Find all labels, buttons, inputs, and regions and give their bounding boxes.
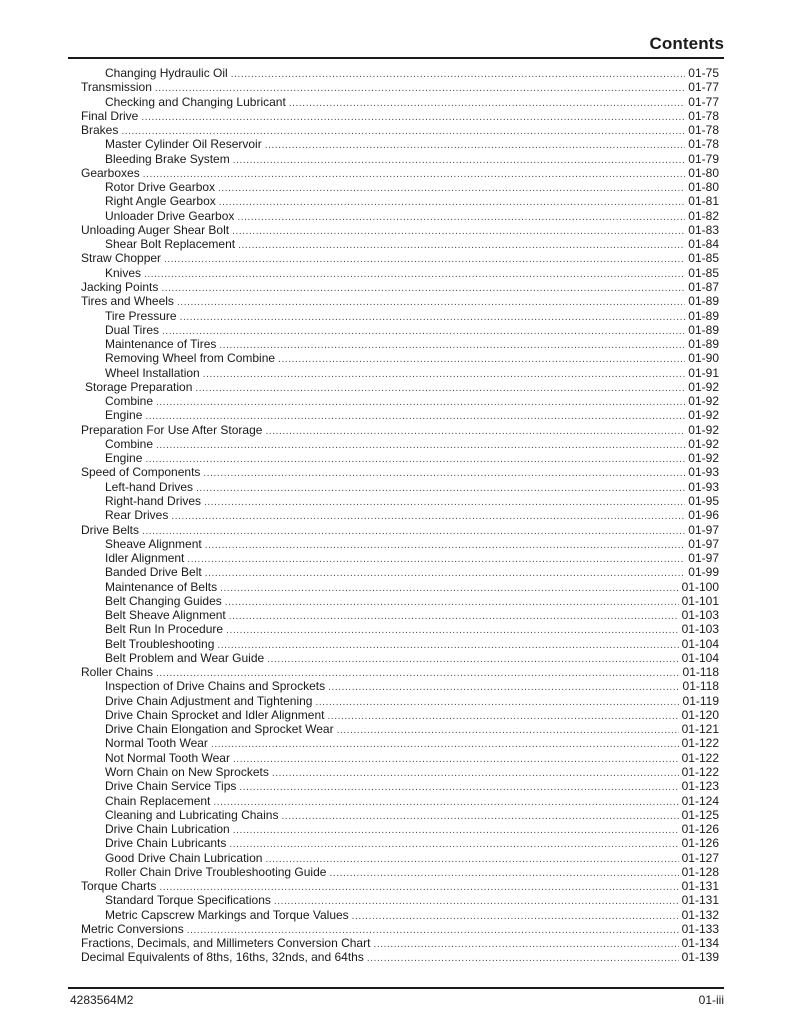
toc-entry-page: 01-84 [688, 237, 719, 252]
toc-dot-leader [156, 396, 685, 410]
toc-entry-title: Tires and Wheels [81, 294, 174, 309]
toc-entry-page: 01-128 [681, 864, 719, 879]
toc-entry-title: Drive Chain Service Tips [105, 779, 237, 794]
toc-dot-leader [220, 582, 679, 596]
toc-entry-title: Left-hand Drives [105, 479, 194, 494]
toc-entry-page: 01-89 [688, 294, 719, 309]
toc-entry-page: 01-96 [688, 508, 719, 523]
toc-entry[interactable] [81, 223, 719, 237]
toc-entry-page: 01-75 [688, 66, 719, 80]
toc-entry-title: Right-hand Drives [105, 493, 202, 508]
toc-entry[interactable] [81, 608, 719, 622]
toc-entry-title: Decimal Equivalents of 8ths, 16ths, 32nds, and 64ths [81, 950, 364, 965]
toc-entry[interactable] [81, 751, 719, 765]
toc-entry-page: 01-127 [681, 850, 719, 865]
toc-entry-page: 01-124 [681, 793, 719, 808]
toc-entry[interactable] [81, 351, 719, 365]
toc-entry-title: Roller Chains [81, 665, 154, 680]
toc-entry[interactable] [81, 637, 719, 651]
toc-entry-title: Brakes [81, 123, 119, 138]
toc-entry-page: 01-80 [688, 180, 719, 195]
toc-entry-title: Drive Chain Elongation and Sprocket Wear [105, 722, 334, 737]
toc-entry-title: Preparation For Use After Storage [81, 422, 263, 437]
toc-dot-leader [373, 938, 678, 952]
toc-dot-leader [225, 596, 679, 610]
toc-dot-leader [141, 111, 685, 125]
toc-dot-leader [217, 639, 678, 653]
toc-entry[interactable] [81, 537, 719, 551]
toc-entry-page: 01-79 [688, 151, 719, 166]
toc-entry-page: 01-89 [688, 337, 719, 352]
toc-dot-leader [237, 211, 685, 225]
toc-entry-page: 01-92 [688, 394, 719, 409]
toc-dot-leader [337, 724, 679, 738]
toc-entry[interactable] [81, 622, 719, 636]
toc-dot-leader [204, 496, 685, 510]
toc-entry-title: Not Normal Tooth Wear [105, 750, 230, 765]
toc-entry[interactable] [81, 380, 719, 394]
toc-entry-page: 01-87 [688, 279, 719, 294]
toc-entry[interactable] [81, 851, 719, 865]
toc-dot-leader [219, 196, 686, 210]
toc-dot-leader [164, 253, 685, 267]
toc-entry[interactable] [81, 694, 719, 708]
toc-entry-title: Belt Troubleshooting [105, 636, 215, 651]
toc-entry[interactable] [81, 936, 719, 950]
toc-dot-leader [205, 567, 686, 581]
toc-entry-page: 01-132 [681, 907, 719, 922]
toc-entry-title: Rotor Drive Gearbox [105, 180, 216, 195]
toc-dot-leader [328, 681, 679, 695]
toc-entry-page: 01-93 [688, 465, 719, 480]
toc-entry-title: Drive Belts [81, 522, 140, 537]
toc-entry-title: Cleaning and Lubricating Chains [105, 807, 279, 822]
document-number: 4283564M2 [70, 993, 134, 1007]
toc-entry-title: Straw Chopper [81, 251, 162, 266]
toc-entry[interactable] [81, 280, 719, 294]
toc-entry-page: 01-119 [682, 693, 719, 708]
toc-entry-page: 01-97 [688, 551, 719, 566]
toc-entry-title: Belt Changing Guides [105, 593, 222, 608]
toc-dot-leader [329, 867, 678, 881]
toc-dot-leader [265, 425, 685, 439]
toc-entry-title: Drive Chain Lubrication [105, 822, 230, 837]
toc-entry[interactable] [81, 123, 719, 137]
toc-entry[interactable] [81, 166, 719, 180]
toc-entry[interactable] [81, 366, 719, 380]
toc-entry-page: 01-82 [688, 208, 719, 223]
toc-entry-page: 01-139 [681, 950, 719, 965]
toc-entry-title: Banded Drive Belt [105, 565, 202, 580]
toc-entry-title: Bleeding Brake System [105, 151, 230, 166]
toc-entry-title: Right Angle Gearbox [105, 194, 216, 209]
toc-entry[interactable] [81, 808, 719, 822]
toc-entry[interactable] [81, 794, 719, 808]
toc-entry[interactable] [81, 465, 719, 479]
toc-dot-leader [145, 453, 685, 467]
toc-dot-leader [232, 225, 685, 239]
toc-dot-leader [315, 696, 679, 710]
toc-entry[interactable] [81, 523, 719, 537]
toc-entry-title: Maintenance of Belts [105, 579, 218, 594]
toc-entry[interactable] [81, 209, 719, 223]
page-title: Contents [649, 34, 724, 53]
toc-dot-leader [229, 838, 678, 852]
toc-dot-leader [205, 539, 686, 553]
toc-dot-leader [265, 139, 686, 153]
toc-entry[interactable] [81, 551, 719, 565]
toc-entry-page: 01-99 [688, 565, 719, 580]
toc-entry[interactable] [81, 423, 719, 437]
toc-entry-page: 01-133 [681, 921, 719, 936]
toc-entry-title: Removing Wheel from Combine [105, 351, 276, 366]
toc-entry-page: 01-104 [681, 636, 719, 651]
toc-entry-title: Fractions, Decimals, and Millimeters Conversion Chart [81, 936, 371, 951]
toc-entry[interactable] [81, 451, 719, 465]
toc-dot-leader [196, 482, 685, 496]
toc-entry[interactable] [81, 408, 719, 422]
toc-entry-page: 01-131 [681, 879, 719, 894]
toc-dot-leader [229, 610, 679, 624]
toc-entry-title: Knives [105, 265, 142, 280]
toc-entry-title: Chain Replacement [105, 793, 211, 808]
toc-entry[interactable] [81, 779, 719, 793]
toc-entry[interactable] [81, 66, 719, 80]
toc-entry-page: 01-77 [688, 80, 719, 95]
toc-entry[interactable] [81, 708, 719, 722]
toc-entry-title: Speed of Components [81, 465, 201, 480]
toc-entry-page: 01-81 [688, 194, 719, 209]
toc-entry[interactable] [81, 822, 719, 836]
toc-entry[interactable] [81, 494, 719, 508]
toc-entry-title: Checking and Changing Lubricant [105, 94, 286, 109]
toc-entry[interactable] [81, 109, 719, 123]
toc-entry[interactable] [81, 736, 719, 750]
toc-entry-page: 01-85 [688, 251, 719, 266]
toc-entry-page: 01-126 [681, 836, 719, 851]
toc-dot-leader [213, 796, 678, 810]
toc-entry[interactable] [81, 950, 719, 964]
toc-dot-leader [211, 738, 679, 752]
toc-entry-title: Worn Chain on New Sprockets [105, 765, 269, 780]
toc-entry-page: 01-121 [681, 722, 719, 737]
toc-entry-title: Inspection of Drive Chains and Sprockets [105, 679, 326, 694]
toc-entry-page: 01-104 [681, 650, 719, 665]
toc-entry-page: 01-101 [681, 593, 719, 608]
toc-entry-page: 01-77 [688, 94, 719, 109]
toc-entry-page: 01-97 [688, 536, 719, 551]
toc-entry-title: Sheave Alignment [105, 536, 202, 551]
toc-entry-page: 01-125 [681, 807, 719, 822]
toc-dot-leader [281, 810, 678, 824]
toc-entry-title: Standard Torque Specifications [105, 893, 271, 908]
toc-entry-page: 01-93 [688, 479, 719, 494]
toc-dot-leader [144, 268, 685, 282]
toc-dot-leader [177, 296, 685, 310]
toc-entry-title: Metric Conversions [81, 921, 184, 936]
toc-entry-page: 01-80 [688, 165, 719, 180]
toc-entry-title: Changing Hydraulic Oil [105, 66, 228, 80]
footer-rule [68, 987, 724, 989]
toc-entry-title: Belt Sheave Alignment [105, 608, 226, 623]
toc-entry[interactable] [81, 251, 719, 265]
toc-entry-title: Roller Chain Drive Troubleshooting Guide [105, 864, 327, 879]
toc-dot-leader [278, 353, 685, 367]
toc-dot-leader [267, 653, 678, 667]
toc-dot-leader [218, 182, 685, 196]
toc-entry[interactable] [81, 180, 719, 194]
toc-entry[interactable] [81, 580, 719, 594]
toc-dot-leader [233, 154, 686, 168]
toc-entry[interactable] [81, 480, 719, 494]
toc-entry-page: 01-134 [681, 936, 719, 951]
toc-entry[interactable] [81, 437, 719, 451]
toc-entry-title: Wheel Installation [105, 365, 200, 380]
toc-entry-page: 01-92 [688, 408, 719, 423]
toc-entry[interactable] [81, 80, 719, 94]
toc-dot-leader [239, 781, 678, 795]
toc-entry[interactable] [81, 323, 719, 337]
toc-entry[interactable] [81, 922, 719, 936]
toc-dot-leader [352, 910, 679, 924]
toc-entry[interactable] [81, 594, 719, 608]
toc-entry-page: 01-91 [688, 365, 719, 380]
toc-entry[interactable] [81, 309, 719, 323]
toc-dot-leader [272, 767, 679, 781]
toc-entry-page: 01-123 [681, 779, 719, 794]
toc-entry-page: 01-92 [688, 451, 719, 466]
header-rule [68, 57, 724, 59]
toc-entry-page: 01-89 [688, 322, 719, 337]
toc-entry-title: Metric Capscrew Markings and Torque Values [105, 907, 349, 922]
toc-entry[interactable] [81, 194, 719, 208]
toc-entry-page: 01-92 [688, 379, 719, 394]
toc-dot-leader [238, 239, 685, 253]
toc-entry-title: Unloading Auger Shear Bolt [81, 222, 230, 237]
toc-dot-leader [203, 368, 686, 382]
toc-entry[interactable] [81, 565, 719, 579]
toc-entry-page: 01-92 [688, 422, 719, 437]
toc-entry[interactable] [81, 266, 719, 280]
toc-entry-page: 01-83 [688, 222, 719, 237]
toc-entry-page: 01-95 [688, 493, 719, 508]
toc-entry-title: Engine [105, 451, 143, 466]
toc-dot-leader [327, 710, 678, 724]
toc-dot-leader [187, 553, 685, 567]
toc-dot-leader [226, 624, 679, 638]
toc-dot-leader [171, 510, 685, 524]
toc-entry-page: 01-100 [681, 579, 719, 594]
toc-entry-title: Shear Bolt Replacement [105, 237, 236, 252]
toc-dot-leader [289, 97, 686, 111]
toc-entry-title: Transmission [81, 80, 152, 95]
toc-entry-page: 01-78 [688, 123, 719, 138]
toc-entry[interactable] [81, 679, 719, 693]
toc-entry-page: 01-103 [681, 622, 719, 637]
toc-entry-title: Rear Drives [105, 508, 169, 523]
toc-entry[interactable] [81, 237, 719, 251]
toc-dot-leader [367, 952, 679, 966]
toc-entry[interactable] [81, 152, 719, 166]
toc-entry-page: 01-103 [681, 608, 719, 623]
toc-entry-title: Drive Chain Sprocket and Idler Alignment [105, 707, 325, 722]
toc-entry[interactable] [81, 337, 719, 351]
toc-entry-title: Good Drive Chain Lubrication [105, 850, 263, 865]
toc-entry-page: 01-90 [688, 351, 719, 366]
toc-entry[interactable] [81, 893, 719, 907]
toc-dot-leader [195, 382, 685, 396]
toc-entry-page: 01-118 [682, 665, 719, 680]
toc-entry-title: Master Cylinder Oil Reservoir [105, 137, 262, 152]
toc-entry-title: Storage Preparation [85, 379, 193, 394]
toc-entry[interactable] [81, 765, 719, 779]
toc-entry[interactable] [81, 394, 719, 408]
toc-entry[interactable] [81, 836, 719, 850]
toc-entry-title: Drive Chain Lubricants [105, 836, 227, 851]
toc-entry-title: Idler Alignment [105, 551, 185, 566]
toc-entry-page: 01-78 [688, 137, 719, 152]
toc-entry-page: 01-118 [682, 679, 719, 694]
toc-entry[interactable] [81, 908, 719, 922]
toc-entry-title: Engine [105, 408, 143, 423]
toc-entry-title: Belt Run In Procedure [105, 622, 224, 637]
toc-entry-title: Torque Charts [81, 879, 157, 894]
toc-dot-leader [161, 282, 685, 296]
toc-entry[interactable] [81, 137, 719, 151]
toc-entry-page: 01-85 [688, 265, 719, 280]
toc-entry-page: 01-122 [681, 765, 719, 780]
page-number: 01-iii [698, 993, 724, 1007]
toc-entry-title: Combine [105, 394, 154, 409]
toc-entry[interactable] [81, 879, 719, 893]
toc-entry-page: 01-78 [688, 108, 719, 123]
toc-entry-page: 01-92 [688, 436, 719, 451]
toc-dot-leader [180, 311, 686, 325]
toc-dot-leader [231, 68, 686, 82]
toc-entry[interactable] [81, 865, 719, 879]
toc-dot-leader [203, 467, 685, 481]
toc-entry[interactable] [81, 508, 719, 522]
toc-entry-page: 01-131 [681, 893, 719, 908]
toc-dot-leader [142, 525, 685, 539]
toc-dot-leader [233, 753, 679, 767]
toc-dot-leader [162, 325, 685, 339]
toc-entry[interactable] [81, 294, 719, 308]
toc-entry-title: Final Drive [81, 108, 139, 123]
table-of-contents [81, 66, 719, 965]
toc-entry-title: Belt Problem and Wear Guide [105, 650, 265, 665]
toc-entry-title: Maintenance of Tires [105, 337, 217, 352]
toc-entry[interactable] [81, 651, 719, 665]
toc-entry-title: Gearboxes [81, 165, 140, 180]
toc-entry-page: 01-126 [681, 822, 719, 837]
toc-entry-title: Unloader Drive Gearbox [105, 208, 235, 223]
toc-entry-page: 01-97 [688, 522, 719, 537]
toc-dot-leader [233, 824, 679, 838]
toc-entry-page: 01-122 [681, 750, 719, 765]
toc-entry-page: 01-120 [681, 707, 719, 722]
toc-dot-leader [156, 439, 685, 453]
toc-dot-leader [219, 339, 685, 353]
toc-entry-title: Dual Tires [105, 322, 160, 337]
toc-entry-title: Jacking Points [81, 279, 159, 294]
toc-entry[interactable] [81, 665, 719, 679]
toc-entry-title: Combine [105, 436, 154, 451]
toc-entry-title: Drive Chain Adjustment and Tightening [105, 693, 313, 708]
toc-entry-page: 01-89 [688, 308, 719, 323]
toc-entry-title: Normal Tooth Wear [105, 736, 208, 751]
toc-dot-leader [143, 168, 686, 182]
toc-entry[interactable] [81, 722, 719, 736]
toc-entry[interactable] [81, 95, 719, 109]
toc-entry-title: Tire Pressure [105, 308, 177, 323]
toc-entry-page: 01-122 [681, 736, 719, 751]
